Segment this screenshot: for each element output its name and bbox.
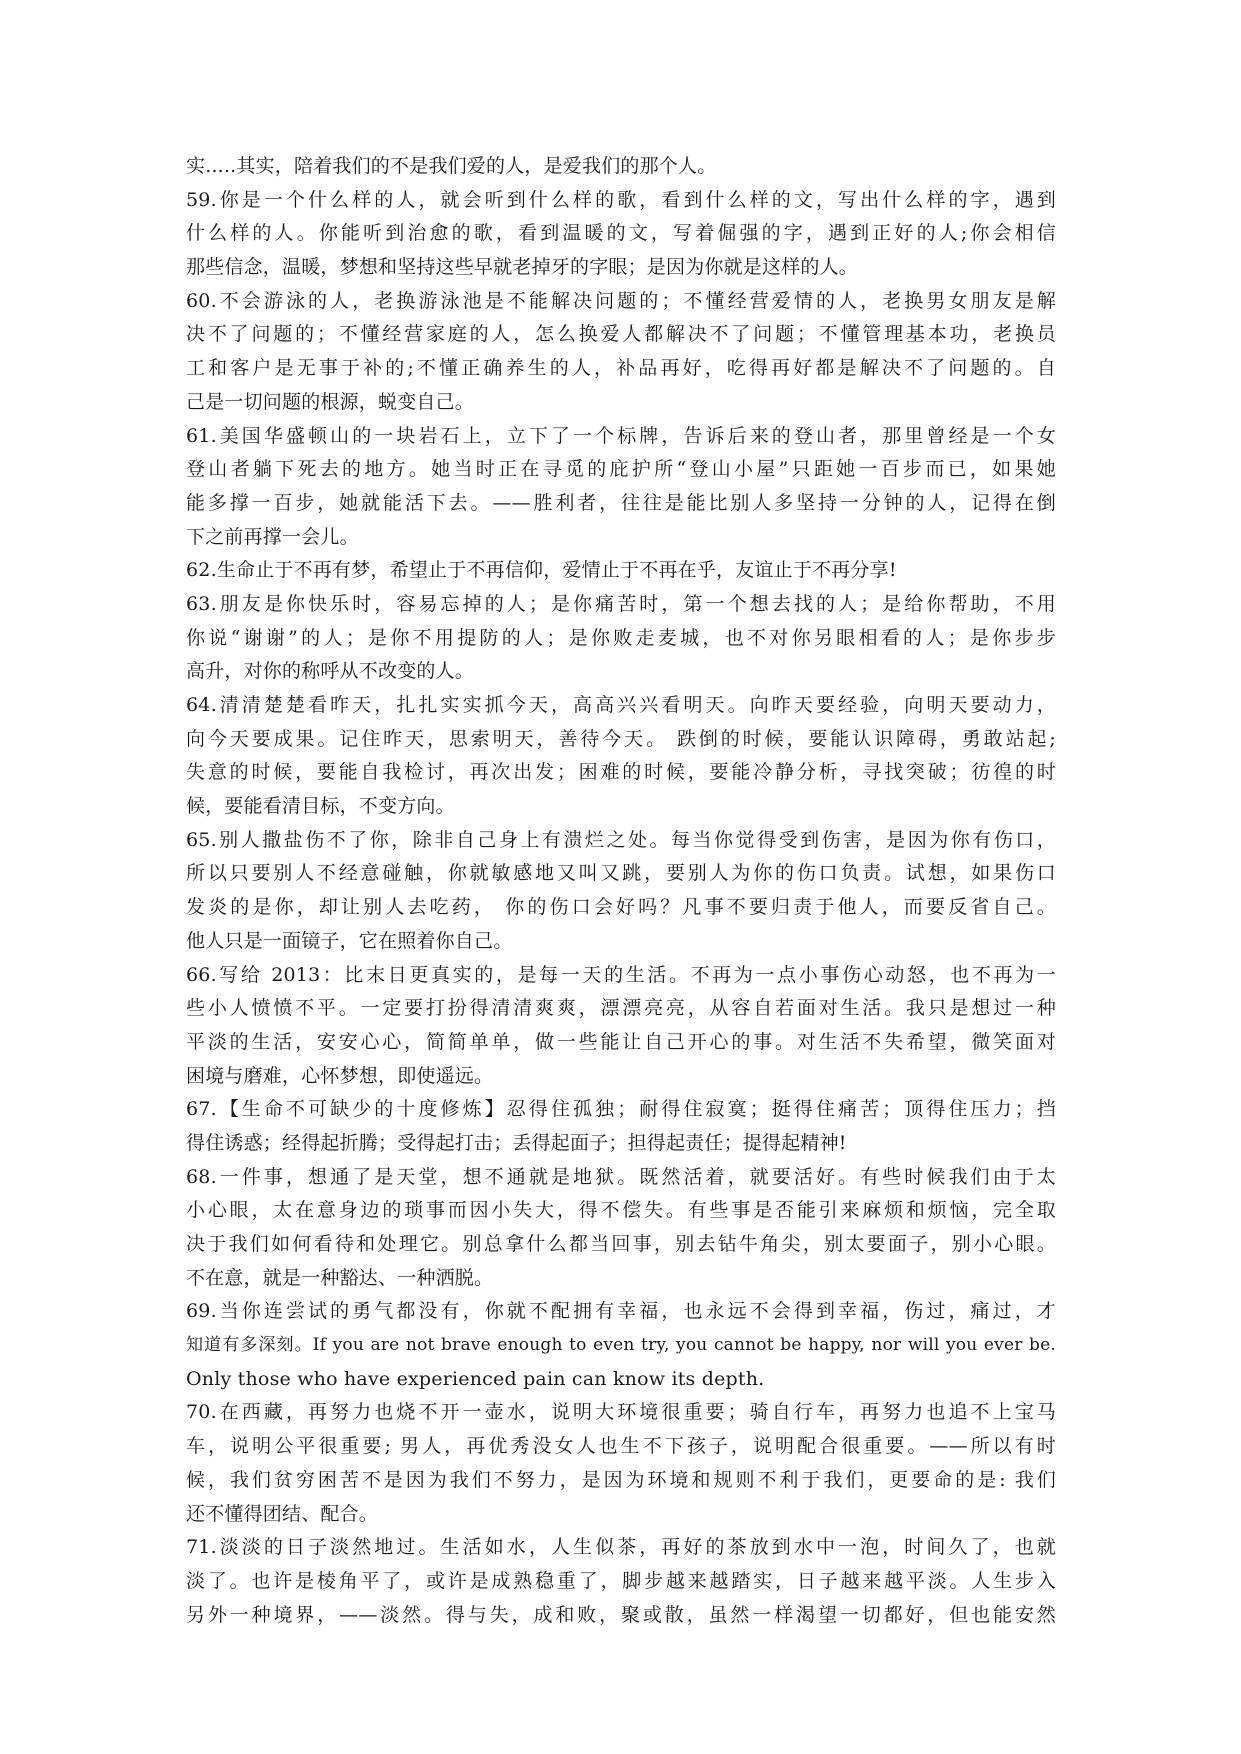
- text-line: 候，我们贫穷困苦不是因为我们不努力，是因为环境和规则不利于我们，更要命的是: 我们: [186, 1468, 1056, 1491]
- text-line: 61.美国华盛顿山的一块岩石上，立下了一个标牌，告诉后来的登山者，那里曾经是一个女: [186, 424, 1056, 447]
- text-line: 失意的时候，要能自我检讨，再次出发；困难的时候，要能冷静分析，寻找突破；彷徨的时: [186, 761, 1056, 784]
- text-line: 66.写给 2013：比末日更真实的，是每一天的生活。不再为一点小事伤心动怒，也不再为一: [186, 963, 1056, 986]
- text-line: 你说“谢谢”的人；是你不用提防的人；是你败走麦城，也不对你另眼相看的人；是你步步: [186, 626, 1056, 649]
- text-line: 59.你是一个什么样的人，就会听到什么样的歌，看到什么样的文，写出什么样的字，遇到: [186, 188, 1056, 211]
- text-line: 所以只要别人不经意碰触，你就敏感地又叫又跳，要别人为你的伤口负责。试想，如果伤口: [186, 862, 1056, 885]
- text-line: 高升，对你的称呼从不改变的人。: [186, 660, 475, 683]
- text-line: 登山者躺下死去的地方。她当时正在寻觅的庇护所“登山小屋”只距她一百步而已，如果她: [186, 458, 1056, 481]
- text-line: 62.生命止于不再有梦，希望止于不再信仰，爱情止于不再在乎，友谊止于不再分享!: [186, 559, 897, 582]
- text-line: 下之前再撑一会儿。: [186, 525, 359, 548]
- text-line: 发炎的是你，却让别人去吃药， 你的伤口会好吗？凡事不要归责于他人，而要反省自己。: [186, 896, 1056, 919]
- text-line: 决于我们如何看待和处理它。别总拿什么都当回事，别去钻牛角尖，别太要面子，别小心眼。: [186, 1233, 1056, 1255]
- text-line: 71.淡淡的日子淡然地过。生活如水，人生似茶，再好的茶放到水中一泡，时间久了，也就: [186, 1536, 1056, 1559]
- text-line: 车，说明公平很重要; 男人，再优秀没女人也生不下孩子，说明配合很重要。——所以有时: [186, 1435, 1056, 1458]
- text-line: 60.不会游泳的人，老换游泳池是不能解决问题的；不懂经营爱情的人，老换男女朋友是解: [186, 289, 1056, 312]
- text-line: 63.朋友是你快乐时，容易忘掉的人；是你痛苦时，第一个想去找的人；是给你帮助，不用: [186, 592, 1056, 615]
- text-line: 得住诱惑；经得起折腾；受得起打击；丢得起面子；担得起责任；提得起精神!: [186, 1131, 847, 1154]
- text-line: 还不懂得团结、配合。: [186, 1502, 379, 1525]
- text-line: 工和客户是无事于补的;不懂正确养生的人，补品再好，吃得再好都是解决不了问题的。自: [186, 357, 1056, 380]
- text-line: 向今天要成果。记住昨天，思索明天，善待今天。 跌倒的时候，要能认识障碍，勇敢站起;: [186, 727, 1056, 750]
- text-line: 知道有多深刻。If you are not brave enough to even try, you cannot be happy, nor will you ever be.: [186, 1335, 1056, 1356]
- text-line: 能多撑一百步，她就能活下去。——胜利者，往往是能比别人多坚持一分钟的人，记得在倒: [186, 491, 1056, 514]
- text-line: 淡了。也许是棱角平了，或许是成熟稳重了，脚步越来越踏实，日子越来越平淡。人生步入: [186, 1569, 1056, 1592]
- text-line: 平淡的生活，安安心心，简简单单，做一些能让自己开心的事。对生活不失希望，微笑面对: [186, 1030, 1056, 1053]
- text-line: 小心眼，太在意身边的琐事而因小失大，得不偿失。有些事是否能引来麻烦和烦恼，完全取: [186, 1199, 1056, 1222]
- text-line: 己是一切问题的根源，蜕变自己。: [186, 390, 475, 413]
- text-line: 69.当你连尝试的勇气都没有，你就不配拥有幸福，也永远不会得到幸福，伤过，痛过，才: [186, 1300, 1056, 1323]
- text-line: 候，要能看清目标，不变方向。: [186, 795, 455, 818]
- document-text: [186, 150, 1056, 1632]
- text-line: 另外一种境界，——淡然。得与失，成和败，聚或散，虽然一样渴望一切都好，但也能安然: [186, 1603, 1056, 1626]
- text-line: 那些信念，温暖，梦想和坚持这些早就老掉牙的字眼；是因为你就是这样的人。: [186, 256, 859, 279]
- text-line: Only those who have experienced pain can know its depth.: [186, 1367, 765, 1390]
- text-line: 68.一件事，想通了是天堂，想不通就是地狱。既然活着，就要活好。有些时候我们由于太: [186, 1165, 1056, 1188]
- text-line: 些小人愤愤不平。一定要打扮得清清爽爽，漂漂亮亮，从容自若面对生活。我只是想过一种: [186, 997, 1056, 1020]
- text-line: 64.清清楚楚看昨天，扎扎实实抓今天，高高兴兴看明天。向昨天要经验，向明天要动力，: [186, 694, 1056, 716]
- text-line: 他人只是一面镜子，它在照着你自己。: [186, 929, 513, 952]
- text-line: 70.在西藏，再努力也烧不开一壶水，说明大环境很重要；骑自行车，再努力也追不上宝马: [186, 1401, 1056, 1424]
- text-line: 不在意，就是一种豁达、一种洒脱。: [186, 1266, 494, 1289]
- text-line: 决不了问题的；不懂经营家庭的人，怎么换爱人都解决不了问题；不懂管理基本功，老换员: [186, 323, 1056, 346]
- text-line: 困境与磨难，心怀梦想，即使遥远。: [186, 1064, 494, 1087]
- text-line: 65.别人撒盐伤不了你，除非自己身上有溃烂之处。每当你觉得受到伤害，是因为你有伤口，: [186, 828, 1056, 851]
- text-line: 67.【生命不可缺少的十度修炼】忍得住孤独；耐得住寂寞；挺得住痛苦；顶得住压力；挡: [186, 1098, 1056, 1121]
- text-line: 什么样的人。你能听到治愈的歌，看到温暖的文，写着倔强的字，遇到正好的人;你会相信: [186, 222, 1056, 245]
- text-line: 实.....其实，陪着我们的不是我们爱的人，是爱我们的那个人。: [186, 155, 717, 177]
